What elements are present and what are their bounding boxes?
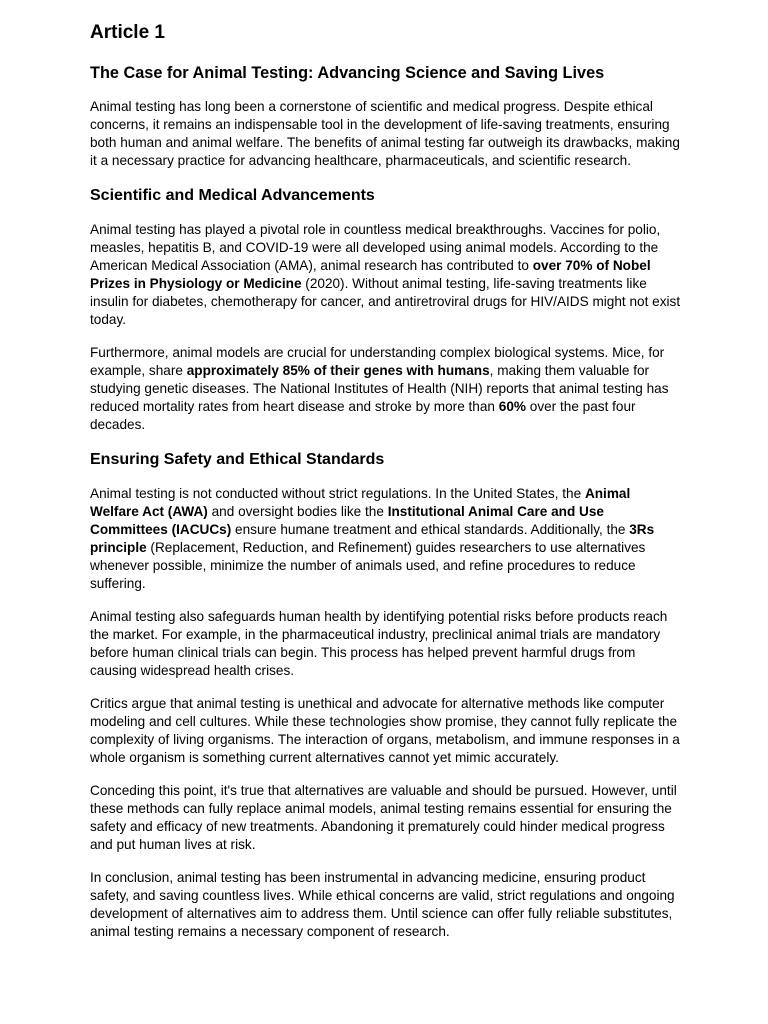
article-label: Article 1 (90, 22, 165, 43)
intro-paragraph: Animal testing has long been a cornerstone of scientific and medical progress. Despite ethical concerns, it remains an indispensable tool in the development of life-saving treatments, ensuring both human and animal welfare. The benefits of animal testing far outweigh its drawbacks, making it a necessary practice for advancing healthcare, pharmaceuticals, and scientific research. (90, 99, 680, 168)
document-page (90, 20, 682, 957)
paragraph-safeguards: Animal testing also safeguards human health by identifying potential risks before products reach the market. For example, in the pharmaceutical industry, preclinical animal trials are mandatory before human clinical trials can begin. This process has helped prevent harmful drugs from causing widespread health crises. (90, 609, 668, 678)
section-heading-safety: Ensuring Safety and Ethical Standards (90, 451, 385, 469)
paragraph-conceding: Conceding this point, it's true that alternatives are valuable and should be pursued. However, until these methods can fully replace animal models, animal testing remains essential for ensuring the safety and efficacy of new treatments. Abandoning it prematurely could hinder medical progress and put human lives at risk. (90, 783, 677, 852)
bold-run: 3Rs principle (90, 521, 655, 555)
text-run: (2020). Without animal testing, life-saving treatments like insulin for diabetes, chemotherapy for cancer, and antiretroviral drugs for HIV/AIDS might not exist today. (90, 275, 681, 327)
paragraph-biological-systems (90, 344, 682, 434)
text-run: ensure humane treatment and ethical standards. Additionally, the (231, 521, 630, 537)
text-run: , making them valuable for studying genetic diseases. The National Institutes of Health (NIH) reports that animal testing has reduced mortality rates from heart disease and stroke by more than (90, 362, 669, 414)
paragraph-conclusion: In conclusion, animal testing has been instrumental in advancing medicine, ensuring product safety, and saving countless lives. While ethical concerns are valid, strict regulations and ongoing development of alternatives aim to address them. Until science can offer fully reliable substitutes, animal testing remains a necessary component of research. (90, 870, 675, 940)
text-run: over the past four decades. (90, 398, 636, 432)
bold-run: Animal Welfare Act (AWA) (90, 486, 631, 519)
text-run: Animal testing has played a pivotal role in countless medical breakthroughs. Vaccines for polio, measles, hepatitis B, and COVID-19 were all developed using animal models. According to the American Medical Association (AMA), animal research has contributed to (90, 222, 661, 273)
text-run: (Replacement, Reduction, and Refinement) guides researchers to use alternatives whenever possible, minimize the number of animals used, and refine procedures to reduce suffering. (90, 539, 646, 591)
paragraph-breakthroughs (90, 221, 682, 328)
bold-run: approximately 85% of their genes with humans (186, 362, 490, 378)
text-run: Furthermore, animal models are crucial for understanding complex biological systems. Mice, for example, share (90, 345, 665, 378)
paragraph-regulations (90, 485, 682, 592)
text-run: Animal testing is not conducted without strict regulations. In the United States, the (90, 486, 585, 502)
paragraph-critics: Critics argue that animal testing is unethical and advocate for alternative methods like computer modeling and cell cultures. While these technologies show promise, they cannot fully replicate the complexity of living organisms. The interaction of organs, metabolism, and immune responses in a whole organism is something current alternatives cannot yet mimic accurately. (90, 696, 680, 765)
article-title: The Case for Animal Testing: Advancing Science and Saving Lives (90, 64, 605, 82)
section-heading-scientific: Scientific and Medical Advancements (90, 187, 375, 205)
bold-run: over 70% of Nobel Prizes in Physiology or Medicine (90, 257, 651, 291)
text-run: and oversight bodies like the (207, 504, 388, 519)
bold-run: 60% (498, 398, 526, 414)
bold-run: Institutional Animal Care and Use Committees (IACUCs) (90, 504, 604, 537)
